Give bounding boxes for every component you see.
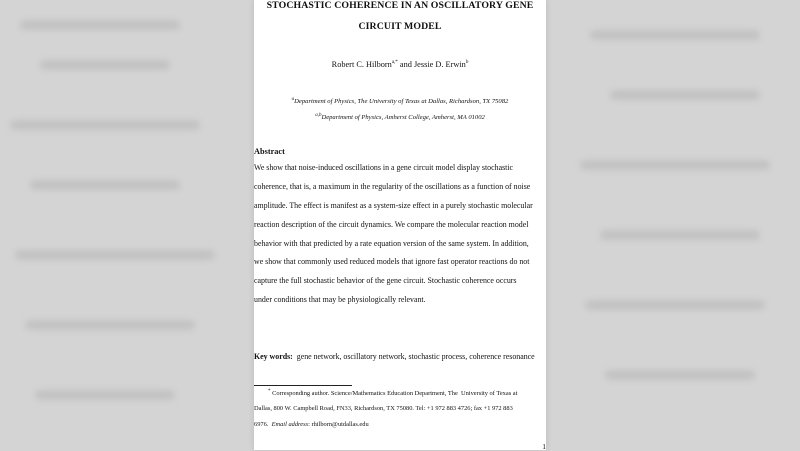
- author-2: Jessie D. Erwin: [413, 60, 466, 69]
- page-number: 1: [542, 442, 546, 451]
- paper-title-line-1: STOCHASTIC COHERENCE IN AN OSCILLATORY GENE: [266, 0, 534, 11]
- abstract-heading: Abstract: [254, 147, 285, 156]
- abstract-line: we show that commonly used reduced models that ignore fast operator reactions do not: [254, 257, 530, 267]
- affiliation-1-text: Department of Physics, The University of Texas at Dallas, Richardson, TX 75082: [294, 98, 509, 106]
- keywords-text: gene network, oscillatory network, stochastic process, coherence resonance: [292, 352, 535, 361]
- affiliation-2: [254, 113, 546, 121]
- paper-title-line-2: CIRCUIT MODEL: [358, 21, 442, 32]
- abstract-line: under conditions that may be physiologically relevant.: [254, 295, 426, 305]
- affiliation-2-superscript: a,b: [315, 113, 322, 118]
- abstract-line: We show that noise-induced oscillations in a gene circuit model display stochastic: [254, 163, 514, 172]
- abstract-body: [254, 163, 546, 314]
- email-label: Email address: [271, 421, 309, 428]
- footnote-text-1: Corresponding author. Science/Mathematics Education Department, The University of Texas at: [270, 390, 518, 398]
- email-separator: :: [308, 421, 312, 428]
- keywords: [254, 352, 535, 361]
- footnote-text-3: 6976.: [254, 421, 272, 428]
- affiliation-2-text: Department of Physics, Amherst College, Amherst, MA 01002: [321, 114, 485, 122]
- abstract-line: reaction description of the circuit dynamics. We compare the molecular reaction model: [254, 219, 529, 229]
- abstract-line: capture the full stochastic behavior of the gene circuit. Stochastic coherence occurs: [254, 276, 517, 286]
- paper-page: [254, 0, 546, 450]
- author-1-superscript: a,*: [391, 60, 398, 66]
- footnote-marker: *: [268, 389, 271, 394]
- footnote-line-3: [254, 421, 546, 437]
- authors: [254, 60, 546, 69]
- abstract-line: behavior with that predicted by a rate equation version of the same system. In addition,: [254, 238, 529, 248]
- abstract-line: coherence, that is, a maximum in the regularity of the oscillations as a function of noise: [254, 181, 531, 191]
- email-address[interactable]: rhilborn@utdallas.edu: [311, 421, 369, 428]
- footnote-line-1: [254, 389, 546, 405]
- author-1: Robert C. Hilborn: [331, 60, 392, 69]
- footnote: [254, 389, 546, 437]
- keywords-label: Key words:: [254, 352, 293, 361]
- author-2-superscript: b: [465, 60, 469, 66]
- affiliation-1-superscript: a: [291, 97, 295, 102]
- footnote-line-2: Dallas, 800 W. Campbell Road, FN33, Richardson, TX 75080. Tel: +1 972 883 4726; fax +1 972 883: [254, 405, 513, 412]
- footnote-rule: [254, 385, 352, 386]
- abstract-line: amplitude. The effect is manifest as a system-size effect in a purely stochastic molecular: [254, 200, 533, 210]
- affiliation-1: [254, 97, 546, 105]
- author-conjunction: and: [397, 60, 414, 69]
